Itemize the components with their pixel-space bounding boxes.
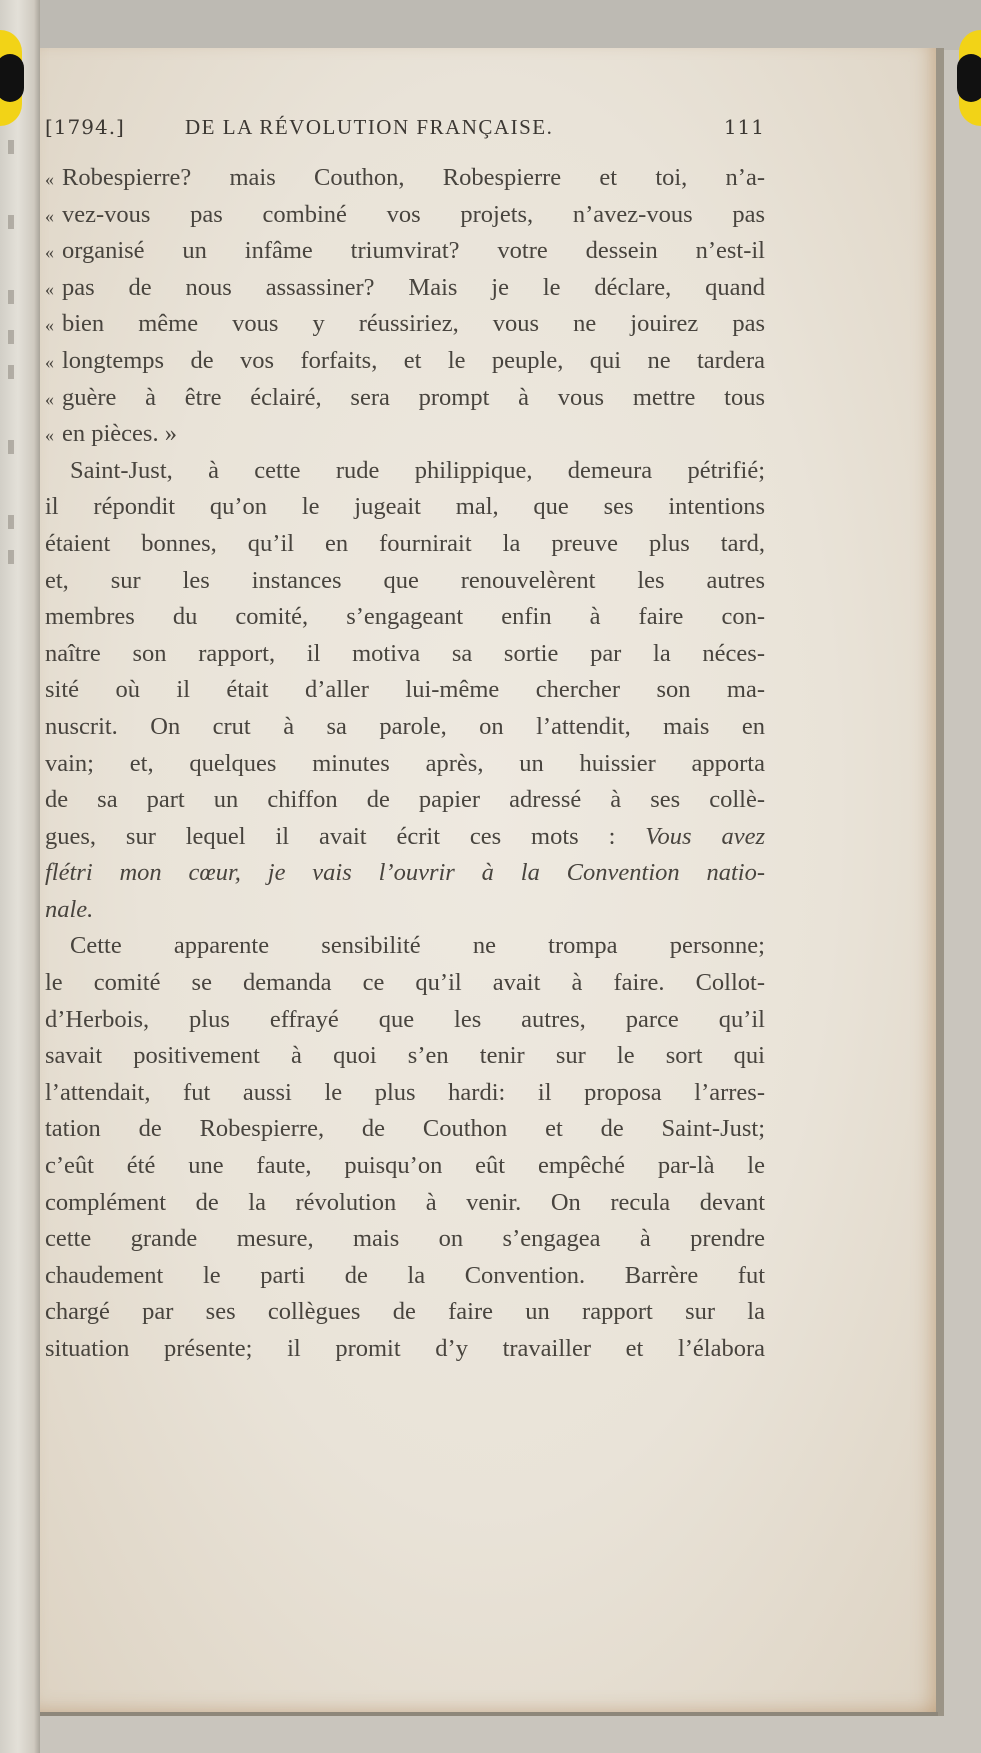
- text-line: [45, 819, 765, 856]
- body-text: [45, 160, 765, 1368]
- guillemet: «: [45, 205, 54, 226]
- edge-mark: [8, 365, 14, 379]
- scanner-background: [0, 0, 981, 50]
- guillemet: «: [45, 278, 54, 299]
- text-line: [45, 855, 765, 892]
- line-text: organisé un infâme triumvirat? votre dessein n’est-il: [62, 237, 765, 265]
- text-line: naître son rapport, il motiva sa sortie par la néces-: [45, 639, 765, 667]
- edge-mark: [8, 515, 14, 529]
- guillemet: «: [45, 388, 54, 409]
- text-line: c’eût été une faute, puisqu’on eût empêché par-là le: [45, 1152, 765, 1180]
- text-line: [45, 380, 765, 417]
- guillemet: «: [45, 315, 54, 336]
- edge-mark: [8, 440, 14, 454]
- text-line: [45, 892, 765, 929]
- line-text: pas de nous assassiner? Mais je le déclare, quand: [62, 273, 765, 301]
- text-line: de sa part un chiffon de papier adressé à ses collè-: [45, 786, 765, 814]
- text-line: [45, 343, 765, 380]
- previous-page-edge: [0, 0, 40, 1753]
- edge-mark: [8, 330, 14, 344]
- edge-mark: [8, 215, 14, 229]
- text-line: complément de la révolution à venir. On recula devant: [45, 1188, 765, 1216]
- text-line: et, sur les instances que renouvelèrent les autres: [45, 566, 765, 594]
- text-line: le comité se demanda ce qu’il avait à faire. Collot-: [45, 969, 765, 997]
- edge-mark: [8, 290, 14, 304]
- text-line: d’Herbois, plus effrayé que les autres, parce qu’il: [45, 1005, 765, 1033]
- text-line: [45, 306, 765, 343]
- text-line: membres du comité, s’engageant enfin à faire con-: [45, 603, 765, 631]
- line-text: gues, sur lequel il avait écrit ces mots :: [45, 822, 616, 850]
- guillemet: «: [45, 169, 54, 189]
- page-number: 111: [723, 115, 765, 139]
- text-line: Saint-Just, à cette rude philippique, demeura pétrifié;: [70, 456, 765, 484]
- line-text: vez-vous pas combiné vos projets, n’avez-vous pas: [62, 200, 765, 228]
- text-line: étaient bonnes, qu’il en fournirait la preuve plus tard,: [45, 529, 765, 557]
- page-right-edge: [936, 48, 944, 1716]
- line-text: bien même vous y réussiriez, vous ne jouirez pas: [62, 310, 765, 338]
- edge-mark: [8, 140, 14, 154]
- line-text: Robespierre? mais Couthon, Robespierre et toi, n’a-: [62, 164, 765, 191]
- line-text: en pièces. »: [62, 420, 177, 448]
- guillemet: «: [45, 351, 54, 372]
- text-line: [45, 416, 765, 453]
- calibration-marker-right: [959, 30, 981, 126]
- header-year: [1794.]: [45, 115, 125, 139]
- text-line: Cette apparente sensibilité ne trompa personne;: [70, 932, 765, 960]
- paragraph-comite: [45, 928, 765, 1367]
- guillemet: «: [45, 425, 54, 446]
- text-line: chargé par ses collègues de faire un rapport sur la: [45, 1298, 765, 1326]
- text-line: il répondit qu’on le jugeait mal, que ses intentions: [45, 493, 765, 521]
- text-line: [45, 160, 765, 197]
- text-line: [45, 233, 765, 270]
- running-header: [45, 115, 765, 155]
- text-line: [45, 197, 765, 234]
- page-bottom-edge: [40, 1712, 938, 1716]
- italic-quote: nale.: [45, 895, 94, 923]
- italic-quote: flétri mon cœur, je vais l’ouvrir à la Convention natio-: [45, 859, 765, 887]
- text-line: sité où il était d’aller lui-même chercher son ma-: [45, 676, 765, 704]
- text-line: l’attendait, fut aussi le plus hardi: il proposa l’arres-: [45, 1078, 765, 1106]
- guillemet: «: [45, 242, 54, 263]
- line-text: guère à être éclairé, sera prompt à vous mettre tous: [62, 383, 765, 411]
- text-line: nuscrit. On crut à sa parole, on l’attendit, mais en: [45, 712, 765, 740]
- text-line: tation de Robespierre, de Couthon et de Saint-Just;: [45, 1115, 765, 1143]
- paragraph-saint-just: [45, 453, 765, 929]
- calibration-marker-left: [0, 30, 22, 126]
- text-line: chaudement le parti de la Convention. Barrère fut: [45, 1261, 765, 1289]
- italic-quote: Vous avez: [645, 822, 765, 850]
- edge-mark: [8, 550, 14, 564]
- text-line: situation présente; il promit d’y travailler et l’élabora: [45, 1335, 765, 1362]
- text-line: vain; et, quelques minutes après, un huissier apporta: [45, 749, 765, 777]
- line-text: longtemps de vos forfaits, et le peuple, qui ne tardera: [62, 346, 765, 374]
- text-line: [45, 270, 765, 307]
- text-line: cette grande mesure, mais on s’engagea à prendre: [45, 1225, 765, 1253]
- text-line: savait positivement à quoi s’en tenir sur le sort qui: [45, 1042, 765, 1070]
- quotation-paragraph: [45, 160, 765, 453]
- header-title: DE LA RÉVOLUTION FRANÇAISE.: [185, 115, 554, 139]
